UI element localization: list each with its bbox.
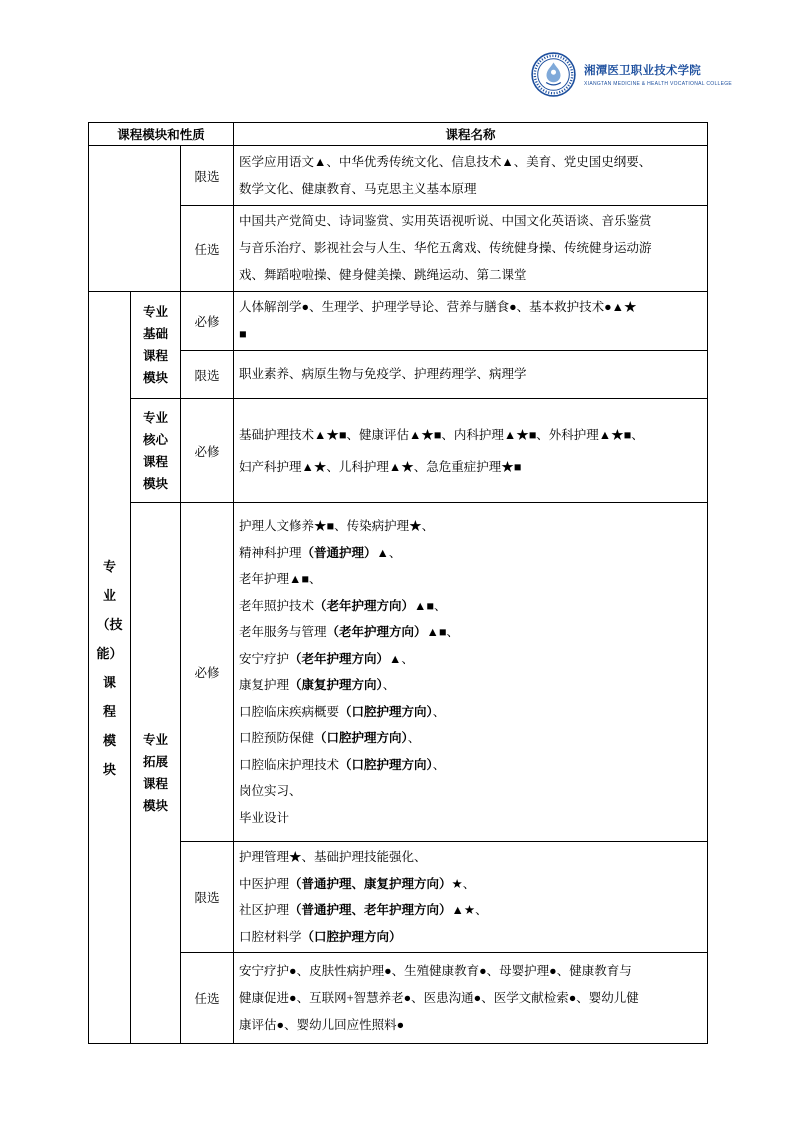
text-segment: 口腔材料学 bbox=[239, 929, 302, 944]
module-cell-base bbox=[131, 292, 181, 399]
text-line bbox=[239, 985, 703, 1012]
text-segment: 口腔临床护理技术 bbox=[239, 757, 340, 772]
text-segment: 岗位实习、 bbox=[239, 784, 302, 798]
text-segment: 专 bbox=[102, 558, 116, 574]
text-segment: 基础护理技术▲★■、健康评估▲★■、内科护理▲★■、外科护理▲★■、 bbox=[239, 427, 644, 442]
text-line bbox=[239, 294, 703, 321]
text-line bbox=[239, 540, 703, 567]
college-emblem-icon bbox=[531, 52, 576, 97]
text-line bbox=[239, 778, 703, 805]
text-line bbox=[131, 301, 180, 323]
courses-cell-ext-renxuan bbox=[234, 953, 708, 1044]
module-cell-ext bbox=[131, 503, 181, 1044]
text-line bbox=[89, 697, 130, 726]
text-segment: 职业素养、病原生物与免疫学、护理药理学、病理学 bbox=[239, 367, 527, 381]
text-segment: 护理人文修养★■、传染病护理★、 bbox=[239, 519, 435, 533]
text-segment: 模块 bbox=[142, 799, 168, 813]
table-header-row bbox=[89, 123, 708, 146]
curriculum-table bbox=[88, 122, 708, 1044]
text-line bbox=[89, 639, 130, 668]
text-line bbox=[239, 513, 703, 540]
text-segment: 程 bbox=[102, 703, 116, 719]
text-segment: ▲■、 bbox=[414, 598, 447, 613]
module-cell-core bbox=[131, 399, 181, 503]
text-segment: 健康促进●、互联网+智慧养老●、医患沟通●、医学文献检索●、婴幼儿健 bbox=[239, 990, 639, 1005]
text-line bbox=[239, 699, 703, 726]
text-segment: （口腔护理方向） bbox=[314, 731, 408, 745]
text-segment: 课程 bbox=[142, 349, 168, 363]
text-segment: （口腔护理方向） bbox=[301, 929, 402, 944]
text-line bbox=[239, 566, 703, 593]
text-segment: 、 bbox=[432, 704, 446, 719]
college-name-zh: 湘潭医卫职业技术学院 bbox=[584, 65, 701, 77]
text-line bbox=[131, 345, 180, 367]
courses-cell-ext-xianxuan bbox=[234, 842, 708, 953]
text-line bbox=[131, 729, 180, 751]
text-segment: ★、 bbox=[451, 876, 476, 891]
text-segment: 戏、舞蹈啦啦操、健身健美操、跳绳运动、第二课堂 bbox=[239, 268, 527, 282]
text-segment: （口腔护理方向） bbox=[339, 704, 433, 719]
nature-cell-base-bixiu: 必修 bbox=[181, 292, 234, 351]
text-segment: 课程 bbox=[142, 454, 168, 469]
text-segment: （普通护理） bbox=[301, 545, 377, 560]
text-segment: 社区护理 bbox=[239, 903, 290, 917]
text-segment: 专业 bbox=[142, 733, 168, 747]
text-line bbox=[131, 473, 180, 495]
text-line bbox=[239, 176, 703, 203]
text-segment: 专业 bbox=[142, 410, 168, 425]
table-row bbox=[89, 503, 708, 842]
text-segment: ▲★、 bbox=[451, 903, 488, 917]
college-logo bbox=[531, 52, 732, 97]
nature-cell-ext-xianxuan: 限选 bbox=[181, 842, 234, 953]
text-segment: （普通护理、老年护理方向） bbox=[289, 903, 452, 917]
text-segment: 、 bbox=[407, 731, 421, 745]
text-line bbox=[89, 668, 130, 697]
text-segment: ▲、 bbox=[376, 545, 402, 560]
text-line bbox=[239, 672, 703, 699]
text-line bbox=[131, 407, 180, 429]
text-segment: 拓展 bbox=[142, 755, 168, 769]
text-line bbox=[239, 361, 703, 388]
text-line bbox=[239, 752, 703, 779]
text-line bbox=[239, 419, 703, 451]
text-segment: 能） bbox=[96, 645, 123, 661]
text-line bbox=[239, 844, 703, 871]
text-line bbox=[131, 451, 180, 473]
text-segment: 业 bbox=[102, 587, 116, 603]
text-segment: 康评估●、婴幼儿回应性照料● bbox=[239, 1017, 405, 1032]
text-line bbox=[239, 451, 703, 483]
text-segment: ■ bbox=[239, 327, 247, 341]
text-segment: 医学应用语文▲、中华优秀传统文化、信息技术▲、美育、党史国史纲要、 bbox=[239, 154, 652, 169]
text-segment: 课程 bbox=[142, 777, 168, 791]
text-segment: 康复护理 bbox=[239, 678, 290, 692]
text-segment: 安宁疗护 bbox=[239, 651, 290, 666]
text-line bbox=[239, 149, 703, 176]
text-segment: 老年照护技术 bbox=[239, 598, 315, 613]
nature-cell-ext-renxuan: 任选 bbox=[181, 953, 234, 1044]
text-line bbox=[239, 1012, 703, 1039]
text-segment: 、 bbox=[432, 757, 446, 772]
text-segment: 模 bbox=[102, 732, 116, 748]
text-line bbox=[239, 321, 703, 348]
empty-module-cell bbox=[89, 146, 181, 292]
text-segment: 口腔预防保健 bbox=[239, 731, 315, 745]
table-row bbox=[89, 399, 708, 503]
text-segment: 口腔临床疾病概要 bbox=[239, 704, 340, 719]
text-segment: （老年护理方向） bbox=[314, 598, 415, 613]
table-row bbox=[89, 953, 708, 1044]
text-segment: （老年护理方向） bbox=[289, 651, 390, 666]
text-segment: ▲■、 bbox=[426, 625, 459, 639]
text-line bbox=[239, 262, 703, 289]
courses-cell-core-bixiu bbox=[234, 399, 708, 503]
text-line bbox=[131, 429, 180, 451]
text-segment: （技 bbox=[96, 616, 123, 632]
text-line bbox=[239, 235, 703, 262]
text-segment: 安宁疗护●、皮肤性病护理●、生殖健康教育●、母婴护理●、健康教育与 bbox=[239, 963, 632, 978]
text-line bbox=[131, 773, 180, 795]
text-line bbox=[239, 924, 703, 951]
text-segment: （普通护理、康复护理方向） bbox=[289, 876, 452, 891]
text-line bbox=[131, 323, 180, 345]
text-line bbox=[239, 725, 703, 752]
nature-cell-base-xianxuan: 限选 bbox=[181, 351, 234, 399]
text-line bbox=[239, 805, 703, 832]
text-line bbox=[239, 646, 703, 673]
text-line bbox=[239, 871, 703, 898]
text-line bbox=[239, 619, 703, 646]
text-line bbox=[239, 958, 703, 985]
text-segment: 护理管理★、基础护理技能强化、 bbox=[239, 850, 427, 864]
courses-cell-public-renxuan bbox=[234, 206, 708, 292]
text-segment: 中国共产党简史、诗词鉴赏、实用英语视听说、中国文化英语谈、音乐鉴赏 bbox=[239, 214, 652, 228]
nature-cell-public-renxuan: 任选 bbox=[181, 206, 234, 292]
text-line bbox=[239, 593, 703, 620]
courses-cell-base-xianxuan bbox=[234, 351, 708, 399]
text-segment: 核心 bbox=[142, 432, 168, 447]
nature-cell-ext-bixiu: 必修 bbox=[181, 503, 234, 842]
table-row bbox=[89, 351, 708, 399]
courses-cell-base-bixiu bbox=[234, 292, 708, 351]
courses-cell-ext-bixiu bbox=[234, 503, 708, 842]
text-segment: 精神科护理 bbox=[239, 545, 302, 560]
text-segment: 块 bbox=[102, 761, 116, 777]
header-module-and-nature: 课程模块和性质 bbox=[89, 123, 234, 146]
courses-cell-public-xianxuan bbox=[234, 146, 708, 206]
text-line bbox=[131, 795, 180, 817]
text-line bbox=[131, 751, 180, 773]
text-segment: 模块 bbox=[142, 476, 168, 491]
table-row bbox=[89, 842, 708, 953]
text-line bbox=[239, 897, 703, 924]
text-segment: 数学文化、健康教育、马克思主义基本原理 bbox=[239, 181, 477, 196]
text-line bbox=[89, 581, 130, 610]
college-name-en: XIANGTAN MEDICINE & HEALTH VOCATIONAL COLLEGE bbox=[584, 81, 733, 87]
text-segment: 与音乐治疗、影视社会与人生、华佗五禽戏、传统健身操、传统健身运动游 bbox=[239, 241, 652, 255]
text-segment: 老年护理▲■、 bbox=[239, 572, 322, 586]
text-segment: 课 bbox=[102, 674, 116, 690]
text-segment: 、 bbox=[382, 678, 396, 692]
text-segment: （康复护理方向） bbox=[289, 678, 383, 692]
text-segment: 基础 bbox=[142, 327, 168, 341]
nature-cell-public-xianxuan: 限选 bbox=[181, 146, 234, 206]
text-segment: ▲、 bbox=[389, 651, 414, 666]
text-segment: 毕业设计 bbox=[239, 810, 290, 825]
text-segment: 中医护理 bbox=[239, 876, 290, 891]
text-segment: 专业 bbox=[142, 305, 168, 319]
college-logo-text bbox=[584, 62, 732, 87]
module-group-professional-skill bbox=[89, 292, 131, 1044]
text-segment: 老年服务与管理 bbox=[239, 625, 327, 639]
header-course-name: 课程名称 bbox=[234, 123, 708, 146]
nature-cell-core-bixiu: 必修 bbox=[181, 399, 234, 503]
table-row bbox=[89, 146, 708, 206]
text-segment: （老年护理方向） bbox=[326, 625, 427, 639]
text-line bbox=[89, 552, 130, 581]
text-segment: （口腔护理方向） bbox=[339, 757, 433, 772]
text-segment: 妇产科护理▲★、儿科护理▲★、急危重症护理★■ bbox=[239, 459, 522, 474]
table-row bbox=[89, 206, 708, 292]
text-segment: 模块 bbox=[142, 371, 168, 385]
text-line bbox=[239, 208, 703, 235]
text-line bbox=[89, 755, 130, 784]
text-segment: 人体解剖学●、生理学、护理学导论、营养与膳食●、基本救护技术●▲★ bbox=[239, 300, 637, 314]
table-row bbox=[89, 292, 708, 351]
text-line bbox=[131, 367, 180, 389]
text-line bbox=[89, 610, 130, 639]
text-line bbox=[89, 726, 130, 755]
